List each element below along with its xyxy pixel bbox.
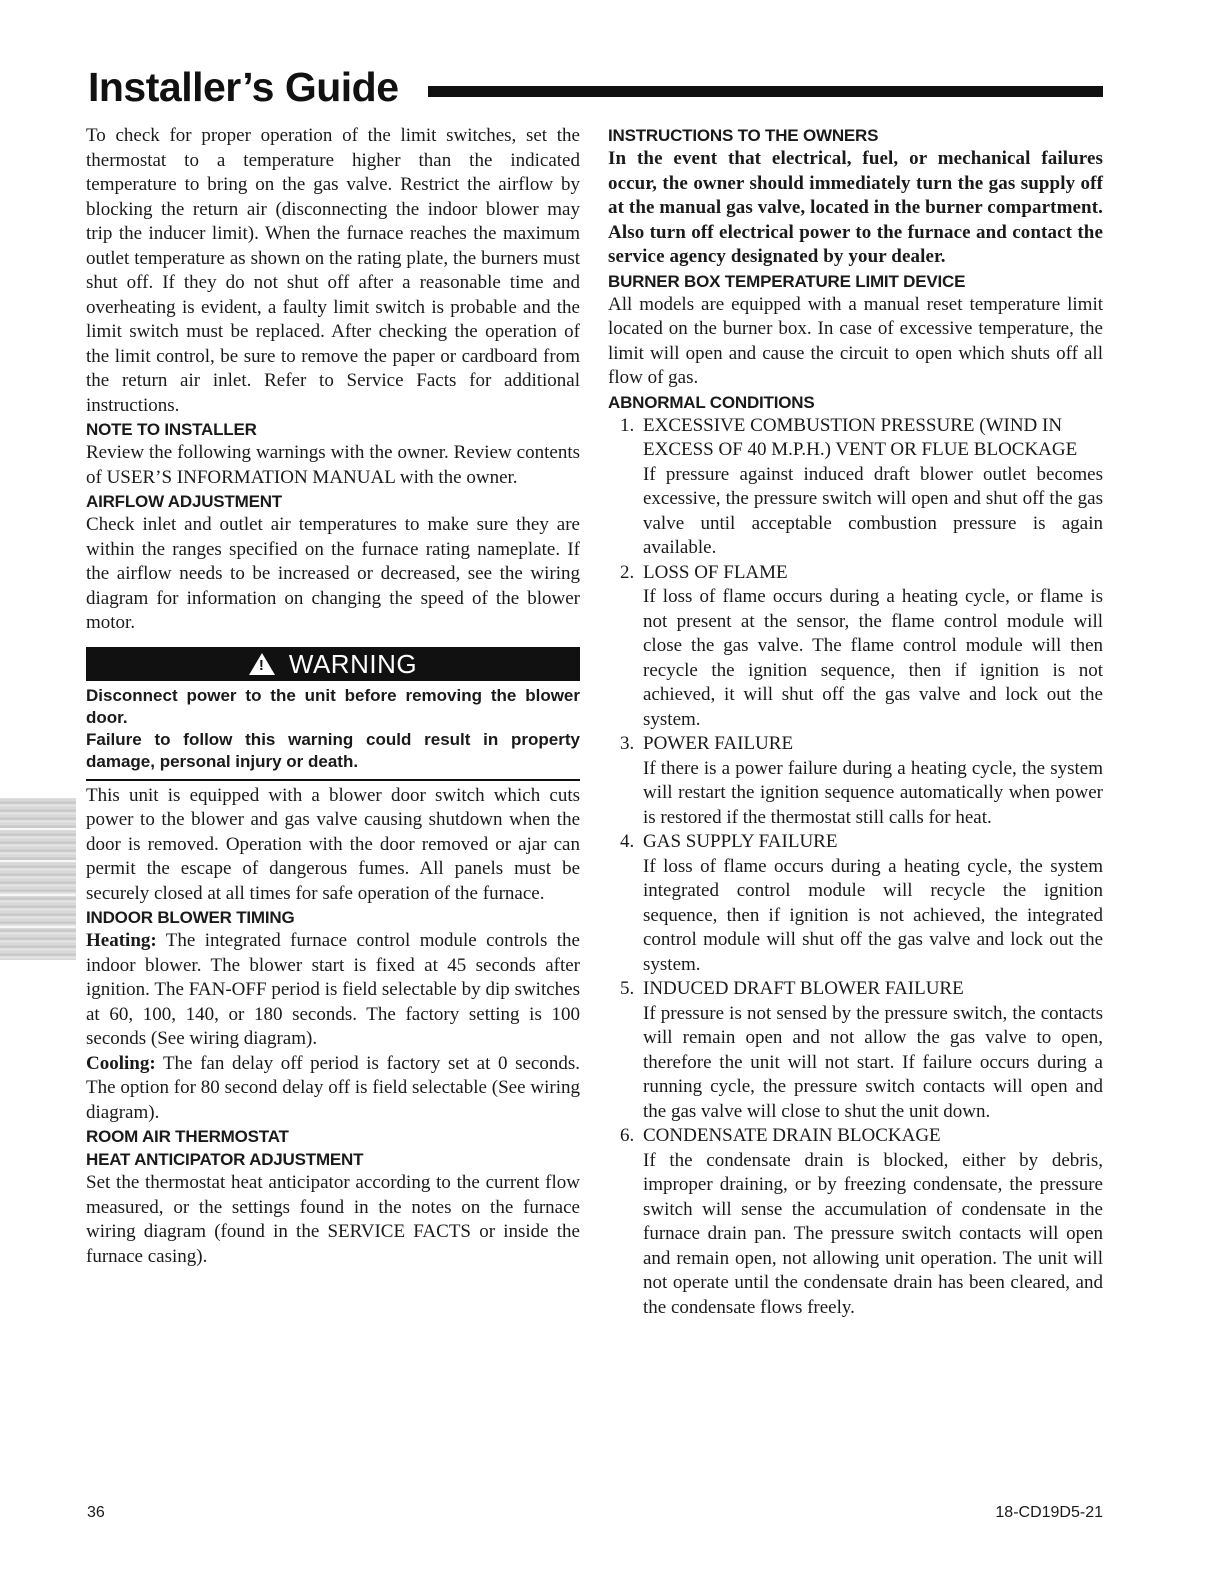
title-rule: [428, 86, 1103, 97]
list-item-title: EXCESSIVE COMBUSTION PRESSURE (WIND IN EXCESS OF 40 M.P.H.) VENT OR FLUE BLOCKAGE: [643, 414, 1078, 460]
list-item-text: If loss of flame occurs during a heating cycle, or flame is not present at the sensor, the flame control module will close the gas valve. The flame control module will then recycle the ignition sequence, then if ignition is not achieved, it will shut off the gas valve and lock out the system.: [643, 586, 1103, 730]
section-heading-note: NOTE TO INSTALLER: [86, 420, 257, 439]
section-heading-airflow: AIRFLOW ADJUSTMENT: [86, 492, 282, 511]
list-item: [608, 732, 1103, 830]
warning-label: WARNING: [288, 648, 418, 679]
page-header: [88, 62, 1103, 112]
section-heading-abnormal: ABNORMAL CONDITIONS: [608, 392, 815, 412]
side-tab-marker: [0, 798, 76, 960]
warning-box: [86, 647, 580, 781]
document-code: 18-CD19D5-21: [995, 1504, 1103, 1521]
right-column: [608, 124, 1103, 1320]
heating-label: Heating:: [86, 930, 157, 951]
section-heading-anticipator: HEAT ANTICIPATOR ADJUSTMENT: [86, 1150, 364, 1169]
cooling-label: Cooling:: [86, 1052, 156, 1074]
list-item-title: LOSS OF FLAME: [643, 561, 788, 583]
page-number: 36: [87, 1504, 105, 1521]
limit-switch-paragraph: To check for proper operation of the limit switches, set the thermostat to a temperature higher than the indicated temperature to bring on the gas valve. Restrict the airflow by blocking the return air (disconnecting the indoor blower may trip the inducer limit). When the furnace reaches the maximum outlet temperature as shown on the rating plate, the burners must shut off. If they do not shut off after a reasonable time and overheating is evident, a faulty limit switch is probable and the limit switch must be replaced. After checking the operation of the limit control, be sure to remove the paper or cardboard from the return air inlet. Refer to Service Facts for additional instructions.: [86, 125, 580, 416]
warning-triangle-icon: [249, 653, 275, 675]
left-column: [86, 124, 580, 1269]
list-item-text: If loss of flame occurs during a heating cycle, the system integrated control module will recycle the ignition sequence, then if ignition is not achieved, the integrated control module will shut off the gas valve and lock out the system.: [643, 855, 1103, 975]
list-item: [608, 830, 1103, 977]
list-item-number: 4.: [620, 831, 635, 852]
heating-text: The integrated furnace control module controls the indoor blower. The blower start is fixed at 45 seconds after ignition. The FAN-OFF period is field selectable by dip switches at 60, 100, 140, or 180 seconds. The factory setting is 100 seconds (See wiring diagram).: [86, 930, 580, 1049]
list-item-number: 5.: [620, 978, 635, 999]
list-item: [608, 561, 1103, 733]
warning-text-1: Disconnect power to the unit before removing the blower door.: [86, 685, 580, 727]
section-heading-thermostat: ROOM AIR THERMOSTAT: [86, 1127, 289, 1146]
section-heading-blower: INDOOR BLOWER TIMING: [86, 908, 295, 927]
airflow-paragraph: Check inlet and outlet air temperatures to make sure they are within the ranges specified on the furnace rating nameplate. If the airflow needs to be increased or decreased, see the wiring diagram for information on changing the speed of the blower motor.: [86, 514, 580, 633]
list-item-title: GAS SUPPLY FAILURE: [643, 831, 838, 852]
heating-paragraph: [86, 929, 580, 1052]
section-heading-owners: INSTRUCTIONS TO THE OWNERS: [608, 126, 879, 145]
abnormal-conditions-list: [608, 414, 1103, 1321]
thermostat-paragraph: Set the thermostat heat anticipator according to the current flow measured, or the settings found in the notes on the furnace wiring diagram (found in the SERVICE FACTS or inside the furnace casing).: [86, 1172, 580, 1267]
warning-divider: [86, 779, 580, 781]
list-item-text: If pressure is not sensed by the pressure switch, the contacts will remain open and not allow the gas valve to open, therefore the unit will not start. If failure occurs during a running cycle, the pressure switch contacts will open and the gas valve will close to shut the unit down.: [643, 1002, 1103, 1122]
list-item-text: If the condensate drain is blocked, either by debris, improper draining, or by freezing condensate, the pressure switch will sense the accumulation of condensate in the furnace drain pan. The pressure switch contacts will open and remain open, not allowing unit operation. The unit will not operate until the condensate drain has been cleared, and the condensate flows freely.: [643, 1149, 1103, 1318]
page-title: Installer’s Guide: [88, 64, 399, 110]
list-item: [608, 414, 1103, 561]
list-item-title: CONDENSATE DRAIN BLOCKAGE: [643, 1125, 941, 1146]
list-item: [608, 977, 1103, 1124]
cooling-paragraph: [86, 1052, 580, 1126]
section-heading-burner: BURNER BOX TEMPERATURE LIMIT DEVICE: [608, 271, 966, 291]
list-item-text: If pressure against induced draft blower outlet becomes excessive, the pressure switch will open and shut off the gas valve until acceptable combustion pressure is again available.: [643, 463, 1103, 558]
list-item-title: INDUCED DRAFT BLOWER FAILURE: [643, 978, 964, 999]
cooling-text: The fan delay off period is factory set at 0 seconds. The option for 80 second delay off is field selectable (See wiring diagram).: [86, 1052, 580, 1123]
list-item-title: POWER FAILURE: [643, 733, 794, 754]
owners-paragraph: In the event that electrical, fuel, or mechanical failures occur, the owner should immediately turn the gas supply off at the manual gas valve, located in the burner compartment. Also turn off electrical power to the furnace and contact the service agency designated by your dealer.: [608, 148, 1103, 267]
list-item-number: 2.: [620, 561, 635, 583]
burner-paragraph: All models are equipped with a manual reset temperature limit located on the burner box. In case of excessive temperature, the limit will open and cause the circuit to open which shuts off all flow of gas.: [608, 293, 1103, 388]
list-item-number: 6.: [620, 1125, 635, 1146]
list-item-number: 3.: [620, 733, 635, 754]
note-paragraph: Review the following warnings with the owner. Review contents of USER’S INFORMATION MANUAL with the owner.: [86, 442, 580, 488]
door-switch-paragraph: This unit is equipped with a blower door switch which cuts power to the blower and gas valve causing shutdown when the door is removed. Operation with the door removed or ajar can permit the escape of dangerous fumes. All panels must be securely closed at all times for safe operation of the furnace.: [86, 784, 580, 904]
list-item: [608, 1124, 1103, 1320]
list-item-number: 1.: [620, 414, 635, 436]
warning-text-2: Failure to follow this warning could result in property damage, personal injury or death.: [86, 729, 580, 771]
list-item-text: If there is a power failure during a heating cycle, the system will restart the ignition sequence automatically when power is restored if the thermostat still calls for heat.: [643, 757, 1103, 828]
warning-banner: [86, 647, 580, 681]
